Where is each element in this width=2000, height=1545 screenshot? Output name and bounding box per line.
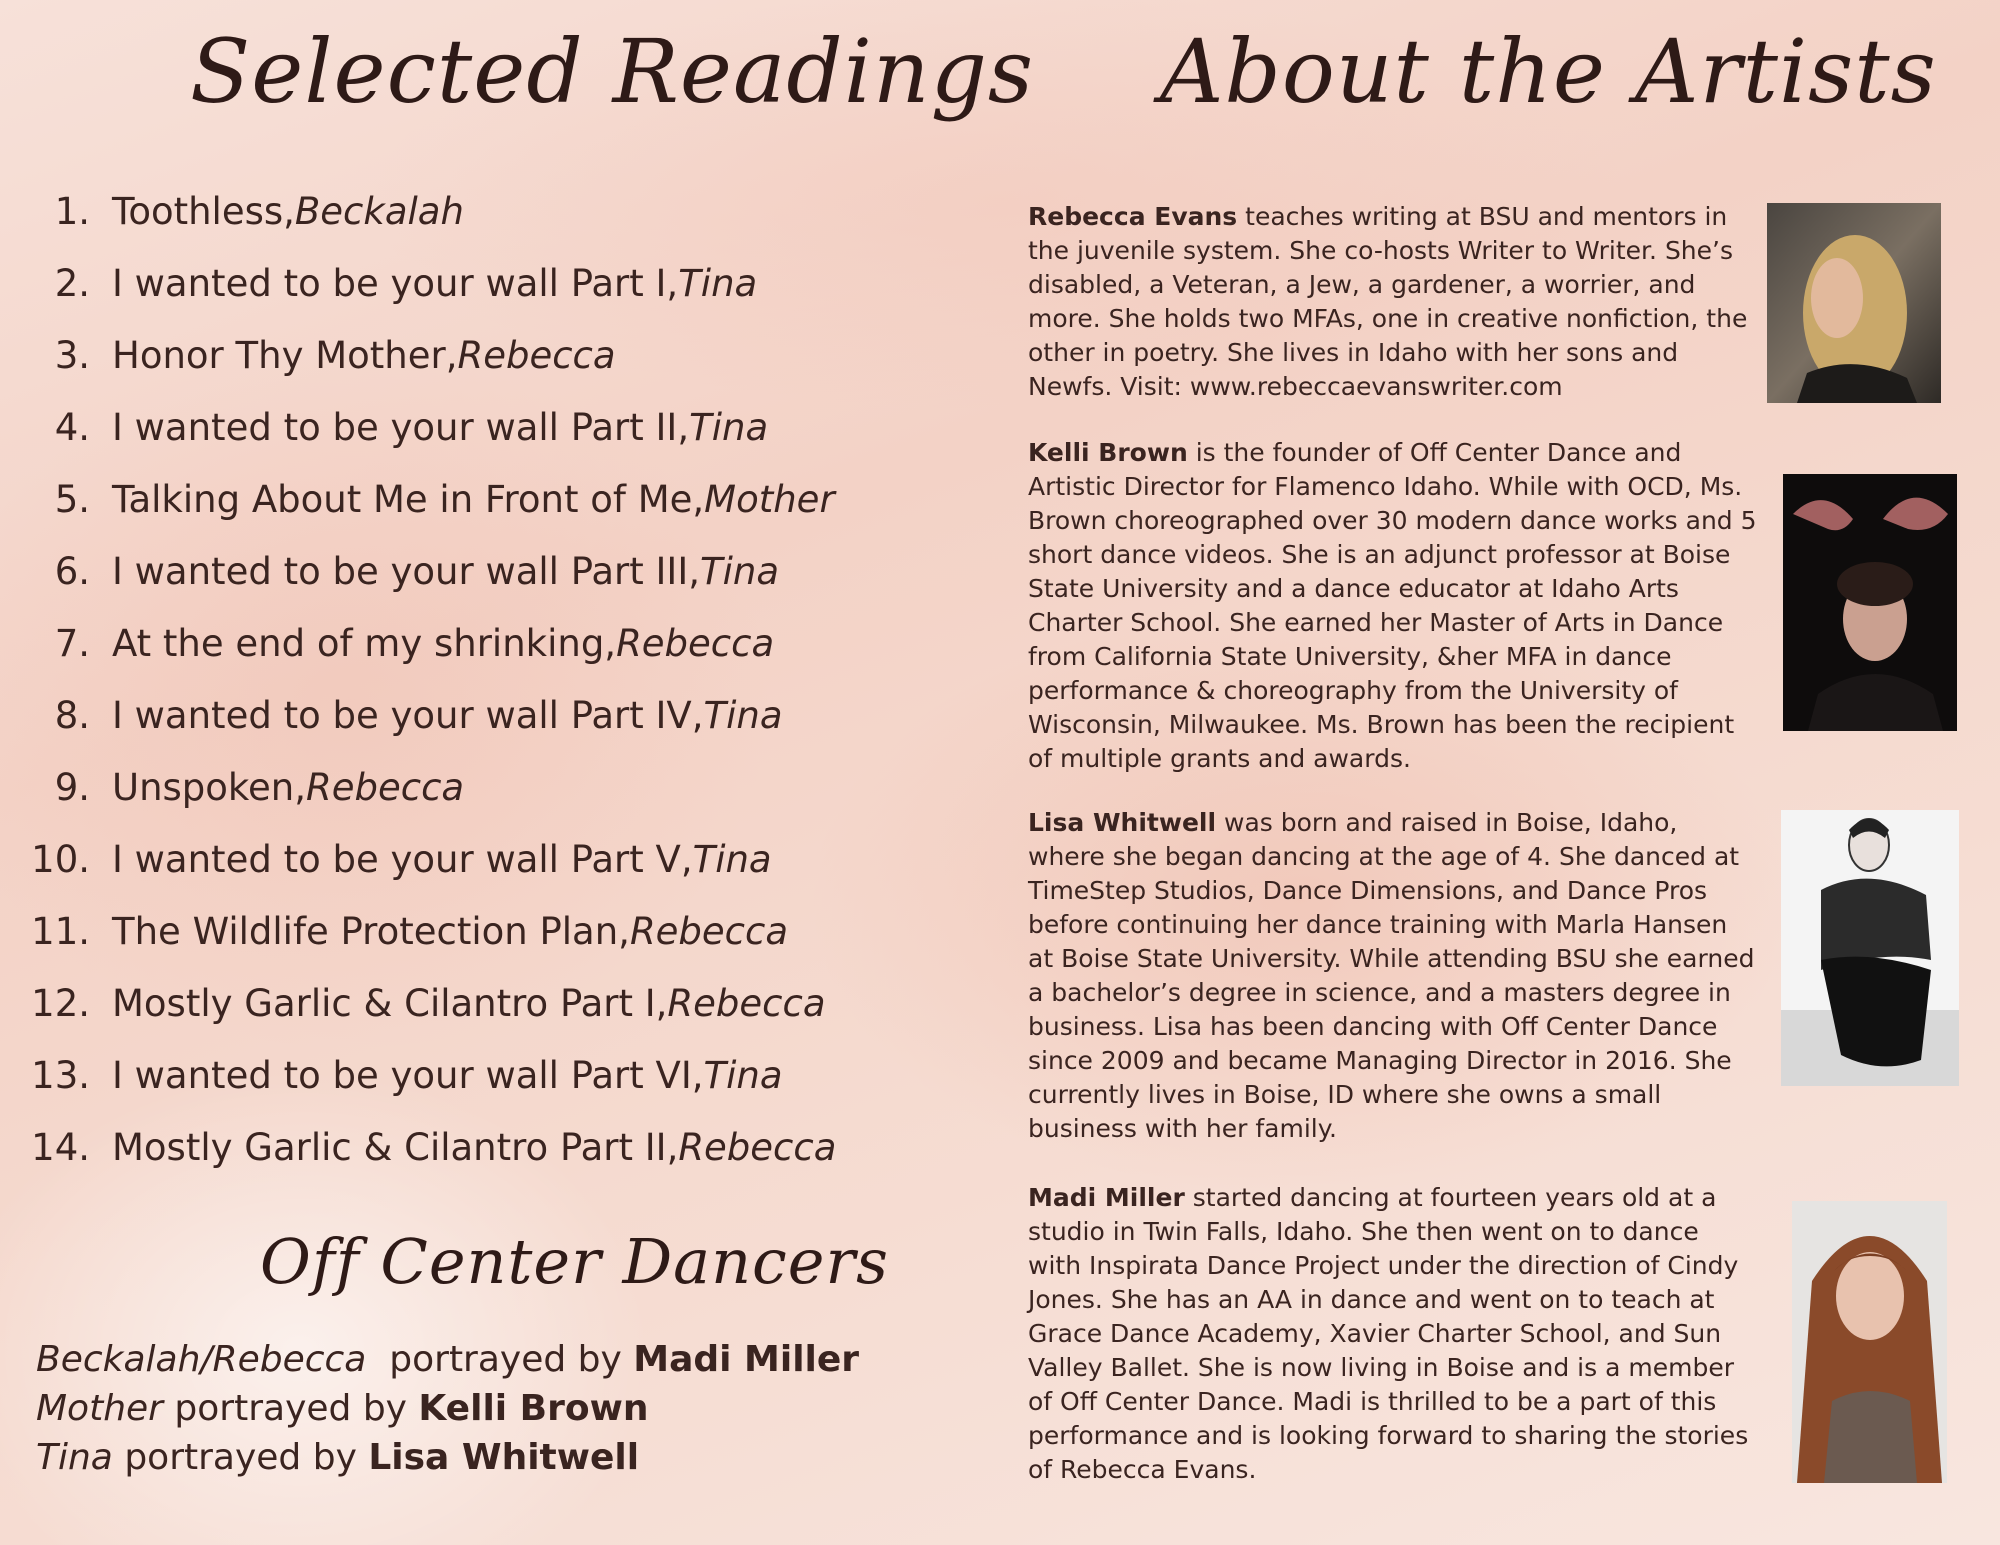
reading-author: Tina bbox=[689, 405, 769, 449]
about-the-artists-title: About the Artists bbox=[1160, 20, 1937, 123]
bio-madi-miller bbox=[1028, 1181, 1758, 1487]
reading-author: Rebecca bbox=[457, 333, 616, 377]
cast-portrayed-by: portrayed by bbox=[112, 1437, 369, 1478]
bio-name: Lisa Whitwell bbox=[1028, 808, 1217, 837]
selected-readings-title: Selected Readings bbox=[190, 20, 1035, 123]
reading-number: 10. bbox=[31, 837, 90, 881]
reading-item bbox=[30, 535, 836, 607]
reading-item bbox=[30, 751, 836, 823]
reading-author: Beckalah bbox=[294, 189, 464, 233]
bio-kelli-brown bbox=[1028, 436, 1758, 776]
reading-number: 7. bbox=[54, 621, 90, 665]
cast-dancer: Kelli Brown bbox=[418, 1388, 649, 1429]
reading-number: 6. bbox=[54, 549, 90, 593]
reading-author: Rebecca bbox=[629, 909, 789, 953]
reading-number: 13. bbox=[31, 1053, 90, 1097]
reading-author: Rebecca bbox=[616, 621, 775, 665]
reading-author: Rebecca bbox=[667, 981, 826, 1025]
rebecca-evans-photo bbox=[1767, 203, 1941, 403]
reading-number: 9. bbox=[54, 765, 90, 809]
cast-dancer: Madi Miller bbox=[633, 1339, 860, 1380]
cast-role: Beckalah/Rebecca bbox=[36, 1339, 367, 1380]
bio-name: Rebecca Evans bbox=[1028, 202, 1238, 231]
reading-author: Tina bbox=[678, 261, 758, 305]
reading-title: I wanted to be your wall Part V, bbox=[112, 837, 693, 881]
reading-title: I wanted to be your wall Part II, bbox=[112, 405, 690, 449]
reading-item bbox=[30, 895, 836, 967]
reading-title: Talking About Me in Front of Me, bbox=[112, 477, 705, 521]
reading-item bbox=[30, 391, 836, 463]
bio-name: Kelli Brown bbox=[1028, 438, 1188, 467]
reading-number: 3. bbox=[54, 333, 90, 377]
reading-item bbox=[30, 1111, 836, 1183]
reading-author: Rebecca bbox=[306, 765, 465, 809]
reading-item bbox=[30, 679, 836, 751]
reading-item bbox=[30, 319, 836, 391]
cast-line bbox=[36, 1433, 859, 1482]
cast-list bbox=[36, 1335, 859, 1482]
bio-text: started dancing at fourteen years old at a studio in Twin Falls, Idaho. She then went on to dance with Inspirata Dance Project under the direction of Cindy Jones. She has an AA in dance and went on to teach at Grace Dance Academy, Xavier Charter School, and Sun Valley Ballet. She is now living in Boise and is a member of Off Center Dance. Madi is thrilled to be a part of this performance and is looking forward to sharing the stories of Rebecca Evans. bbox=[1028, 1183, 1749, 1484]
reading-item bbox=[30, 247, 836, 319]
cast-role: Tina bbox=[36, 1437, 113, 1478]
bio-text: was born and raised in Boise, Idaho, where she began dancing at the age of 4. She danced at TimeStep Studios, Dance Dimensions, and Dance Pros before continuing her dance training with Marla Hansen at Boise State University. While attending BSU she earned a bachelor’s degree in science, and a masters degree in business. Lisa has been dancing with Off Center Dance since 2009 and became Managing Director in 2016. She currently lives in Boise, ID where she owns a small business with her family. bbox=[1028, 808, 1755, 1143]
reading-item bbox=[30, 823, 836, 895]
cast-line bbox=[36, 1384, 859, 1433]
lisa-whitwell-photo bbox=[1781, 810, 1959, 1086]
reading-item bbox=[30, 967, 836, 1039]
reading-title: Honor Thy Mother, bbox=[112, 333, 458, 377]
madi-miller-photo bbox=[1792, 1201, 1947, 1483]
reading-title: The Wildlife Protection Plan, bbox=[112, 909, 630, 953]
reading-number: 11. bbox=[31, 909, 90, 953]
bio-lisa-whitwell bbox=[1028, 806, 1758, 1146]
reading-title: At the end of my shrinking, bbox=[112, 621, 617, 665]
bio-text: teaches writing at BSU and mentors in the juvenile system. She co-hosts Writer to Writer. She’s disabled, a Veteran, a Jew, a gardener, a worrier, and more. She holds two MFAs, one in creative nonfiction, the other in poetry. She lives in Idaho with her sons and Newfs. Visit: www.rebeccaevanswriter.com bbox=[1028, 202, 1748, 401]
bio-name: Madi Miller bbox=[1028, 1183, 1185, 1212]
bio-text: is the founder of Off Center Dance and Artistic Director for Flamenco Idaho. While with OCD, Ms. Brown choreographed over 30 modern dance works and 5 short dance videos. She is an adjunct professor at Boise State University and a dance educator at Idaho Arts Charter School. She earned her Master of Arts in Dance from California State University, &her MFA in dance performance & choreography from the University of Wisconsin, Milwaukee. Ms. Brown has been the recipient of multiple grants and awards. bbox=[1028, 438, 1757, 773]
cast-dancer: Lisa Whitwell bbox=[368, 1437, 640, 1478]
reading-item bbox=[30, 463, 836, 535]
reading-list bbox=[30, 175, 836, 1183]
reading-title: Toothless, bbox=[112, 189, 295, 233]
reading-title: I wanted to be your wall Part IV, bbox=[112, 693, 704, 737]
reading-author: Tina bbox=[703, 693, 783, 737]
reading-number: 14. bbox=[31, 1125, 90, 1169]
reading-number: 12. bbox=[31, 981, 90, 1025]
cast-portrayed-by: portrayed by bbox=[162, 1388, 419, 1429]
reading-number: 5. bbox=[54, 477, 90, 521]
cast-line bbox=[36, 1335, 859, 1384]
reading-author: Tina bbox=[703, 1053, 783, 1097]
reading-item bbox=[30, 1039, 836, 1111]
reading-title: I wanted to be your wall Part VI, bbox=[112, 1053, 704, 1097]
reading-number: 1. bbox=[54, 189, 90, 233]
off-center-dancers-title: Off Center Dancers bbox=[260, 1225, 889, 1298]
reading-item bbox=[30, 175, 836, 247]
cast-portrayed-by: portrayed by bbox=[366, 1339, 634, 1380]
reading-title: Mostly Garlic & Cilantro Part I, bbox=[112, 981, 668, 1025]
reading-item bbox=[30, 607, 836, 679]
reading-title: I wanted to be your wall Part I, bbox=[112, 261, 679, 305]
reading-number: 2. bbox=[54, 261, 90, 305]
reading-author: Rebecca bbox=[678, 1125, 837, 1169]
reading-author: Mother bbox=[704, 477, 835, 521]
reading-title: I wanted to be your wall Part III, bbox=[112, 549, 701, 593]
reading-author: Tina bbox=[700, 549, 780, 593]
reading-number: 4. bbox=[54, 405, 90, 449]
kelli-brown-photo bbox=[1783, 474, 1957, 731]
cast-role: Mother bbox=[36, 1388, 163, 1429]
reading-title: Unspoken, bbox=[112, 765, 307, 809]
bio-rebecca-evans bbox=[1028, 200, 1758, 404]
reading-number: 8. bbox=[54, 693, 90, 737]
reading-author: Tina bbox=[692, 837, 772, 881]
reading-title: Mostly Garlic & Cilantro Part II, bbox=[112, 1125, 679, 1169]
